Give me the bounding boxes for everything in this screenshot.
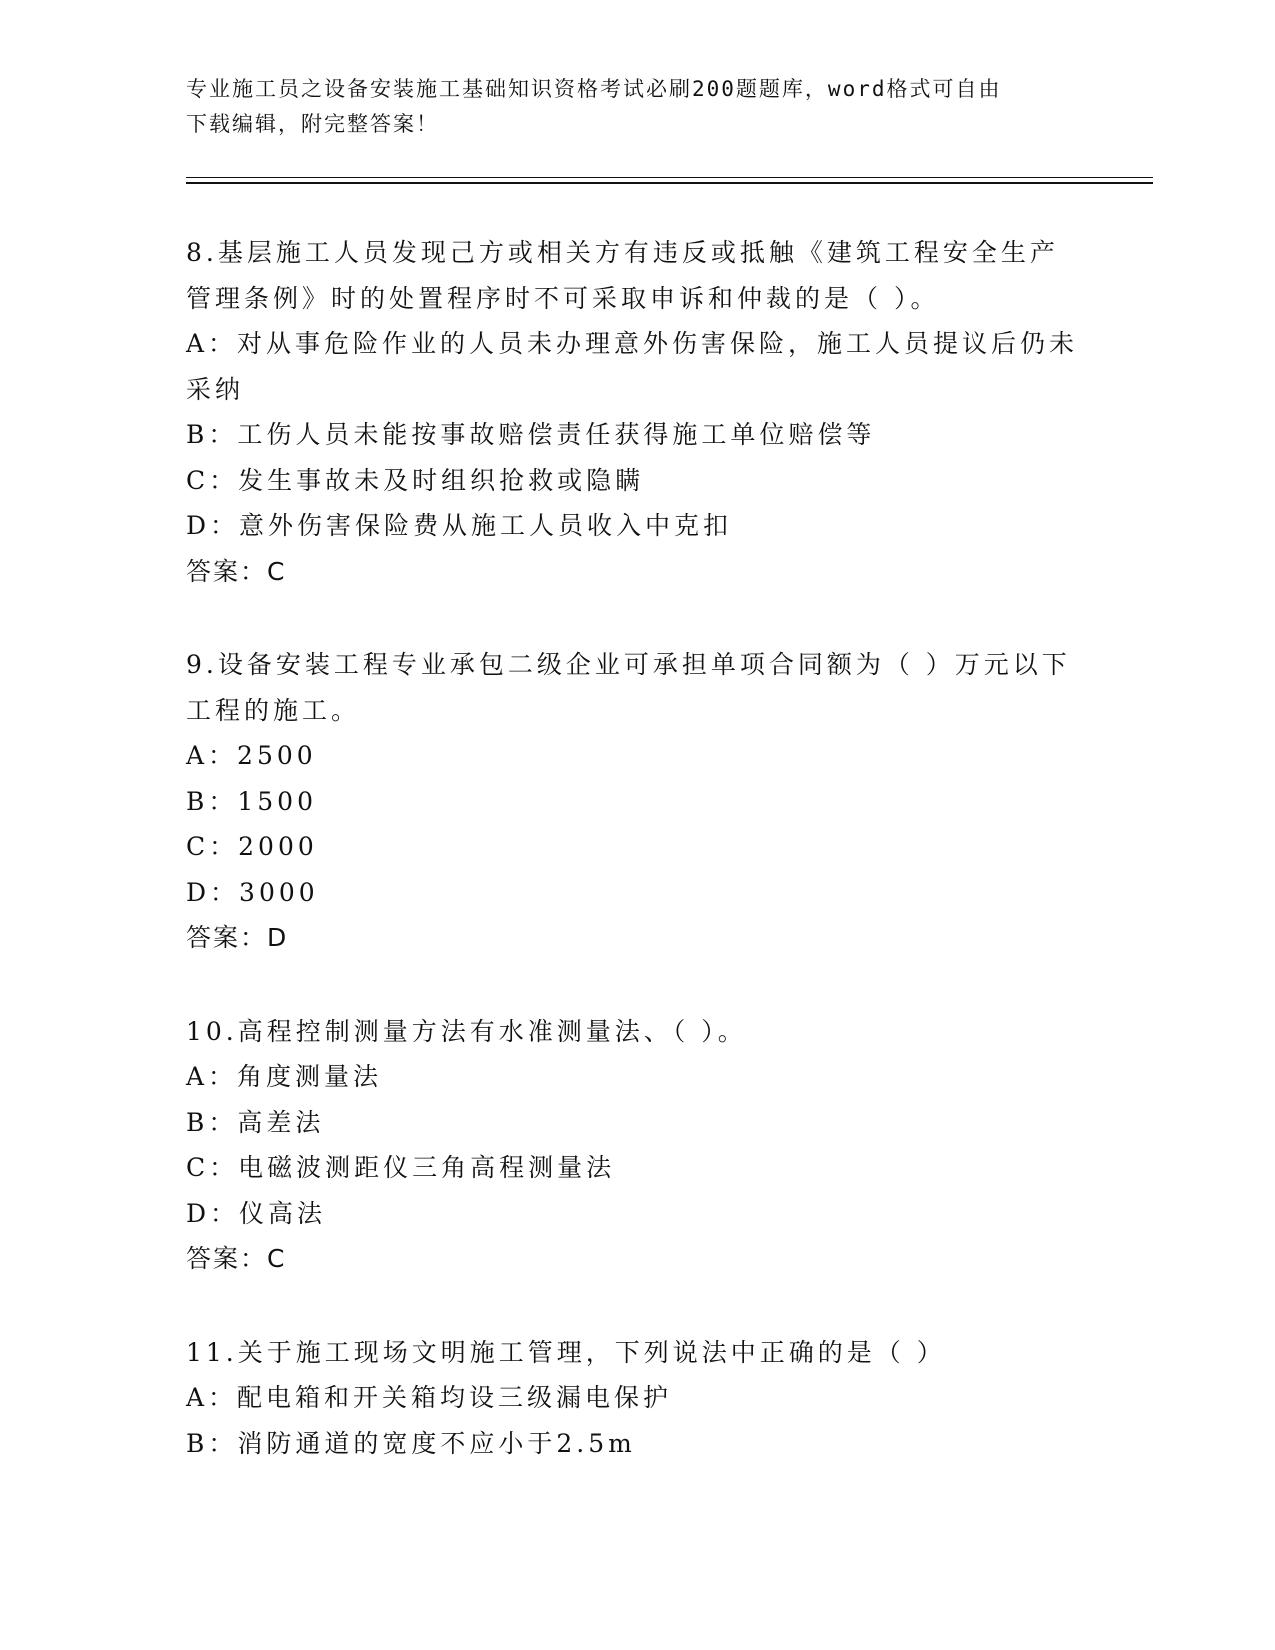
question-stem-continued: 管理条例》时的处置程序时不可采取申诉和仲裁的是（ ）。: [186, 283, 940, 313]
question-8: [186, 230, 1086, 594]
option-d: D：3000: [186, 877, 319, 907]
option-b: B：高差法: [186, 1107, 325, 1137]
question-stem: 8.基层施工人员发现己方或相关方有违反或抵触《建筑工程安全生产: [186, 238, 1059, 267]
option-d: D：仪高法: [186, 1198, 327, 1228]
document-header: [186, 72, 1066, 142]
option-a: A：对从事危险作业的人员未办理意外伤害保险，施工人员提议后仍未: [186, 329, 1079, 358]
option-a: A：2500: [186, 741, 317, 770]
question-9: [186, 642, 1086, 961]
option-b: B：消防通道的宽度不应小于2.5m: [186, 1428, 636, 1458]
question-11: [186, 1330, 1086, 1467]
option-a: A：配电箱和开关箱均设三级漏电保护: [186, 1383, 673, 1412]
header-line-1: 专业施工员之设备安装施工基础知识资格考试必刷200题题库，word格式可自由: [186, 77, 1002, 101]
header-line-2: 下载编辑，附完整答案！: [186, 112, 439, 136]
option-c: C：2000: [186, 832, 318, 861]
option-a: A：角度测量法: [186, 1062, 383, 1091]
question-list: [186, 230, 1086, 1514]
answer-line: 答案：C: [186, 556, 287, 586]
option-b: B：工伤人员未能按事故赔偿责任获得施工单位赔偿等: [186, 420, 876, 449]
answer-line: 答案：D: [186, 923, 289, 952]
option-b: B：1500: [186, 786, 317, 816]
header-divider-thick: [186, 182, 1153, 184]
option-d: D：意外伤害保险费从施工人员收入中克扣: [186, 511, 733, 540]
question-stem: 11.关于施工现场文明施工管理，下列说法中正确的是（ ）: [186, 1337, 946, 1367]
option-c: C：电磁波测距仪三角高程测量法: [186, 1153, 616, 1182]
question-stem: 9.设备安装工程专业承包二级企业可承担单项合同额为（ ）万元以下: [186, 650, 1071, 679]
question-10: [186, 1009, 1086, 1282]
answer-line: 答案：C: [186, 1244, 287, 1273]
question-stem: 10.高程控制测量方法有水准测量法、（ ）。: [186, 1016, 747, 1046]
header-divider-thin: [186, 177, 1153, 178]
question-stem-continued: 工程的施工。: [186, 695, 361, 725]
option-a-continued: 采纳: [186, 374, 245, 404]
option-c: C：发生事故未及时组织抢救或隐瞒: [186, 465, 645, 495]
